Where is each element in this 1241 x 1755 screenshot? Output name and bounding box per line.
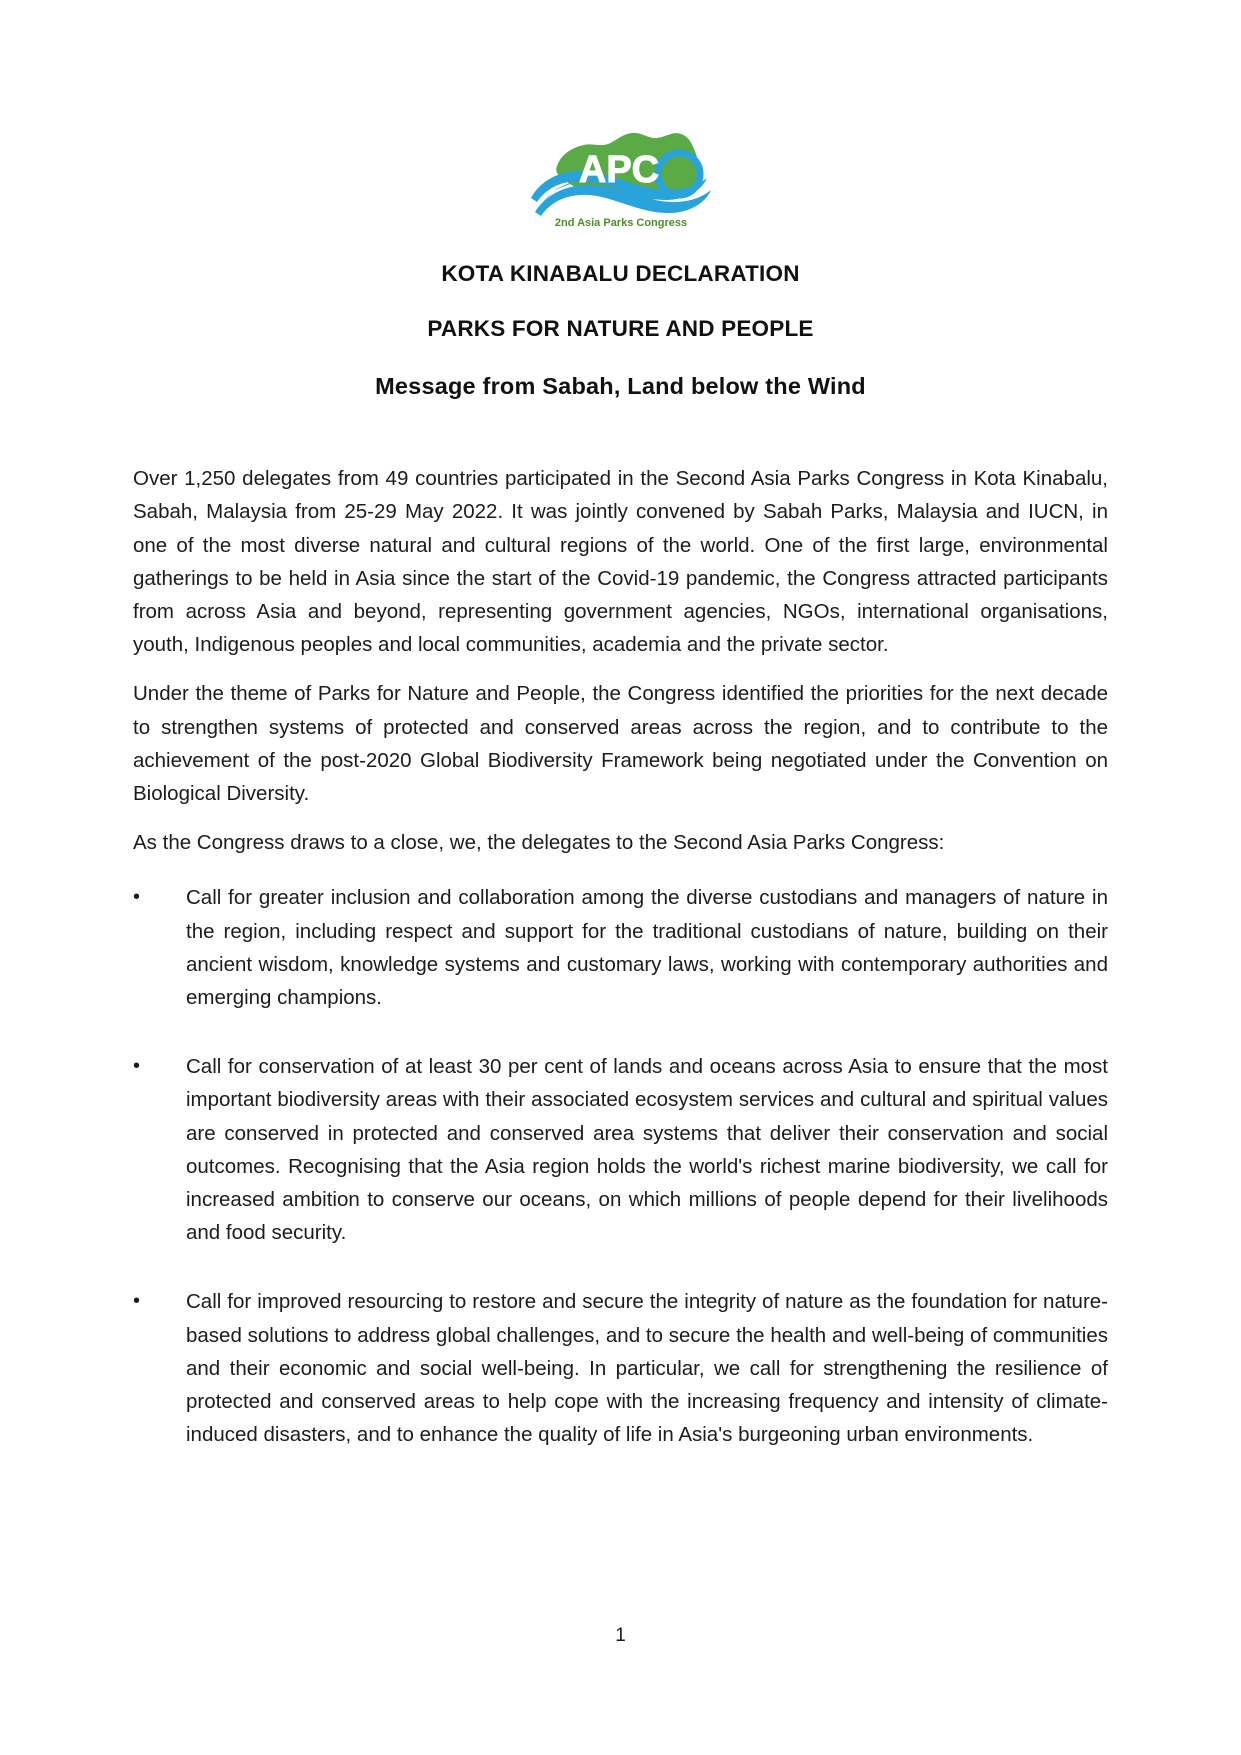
list-item-text: Call for improved resourcing to restore and secure the integrity of nature as the foundation for nature-based solutions to address global challenges, and to secure the health and well-being of communities and their economic and social well-being. In particular, we call for strengthening the resilience of protected and conserved areas to help cope with the increasing frequency and intensity of climate-induced disasters, and to enhance the quality of life in Asia's burgeoning urban environments.	[186, 1290, 1108, 1447]
bullet-icon: •	[133, 1055, 141, 1078]
declaration-subtitle: PARKS FOR NATURE AND PEOPLE	[427, 316, 814, 341]
list-item-text: Call for conservation of at least 30 per cent of lands and oceans across Asia to ensure that the most important biodiversity areas with their associated ecosystem services and cultural and spiritual values are conserved in protected and conserved area systems that deliver their conservation and social outcomes. Recognising that the Asia region holds the world's richest marine biodiversity, we call for increased ambition to conserve our oceans, on which millions of people depend for their livelihoods and food security.	[186, 1055, 1108, 1245]
paragraph-closing-lead: As the Congress draws to a close, we, the delegates to the Second Asia Parks Congress:	[133, 831, 945, 855]
logo-block	[133, 0, 1108, 232]
title-block	[133, 260, 1108, 400]
bullet-icon: •	[133, 886, 141, 909]
list-item	[133, 1285, 1108, 1451]
paragraph-theme: Under the theme of Parks for Nature and People, the Congress identified the priorities for the next decade to strengthen systems of protected and conserved areas across the region, and to contribute to the achievement of the post-2020 Global Biodiversity Framework being negotiated under the Convention on Biological Diversity.	[133, 682, 1108, 806]
paragraph-overview: Over 1,250 delegates from 49 countries participated in the Second Asia Parks Congress in Kota Kinabalu, Sabah, Malaysia from 25-29 May 2022. It was jointly convened by Sabah Parks, Malaysia and IUCN, in one of the most diverse natural and cultural regions of the world. One of the first large, environmental gatherings to be held in Asia since the start of the Covid-19 pandemic, the Congress attracted participants from across Asia and beyond, representing government agencies, NGOs, international organisations, youth, Indigenous peoples and local communities, academia and the private sector.	[133, 467, 1108, 657]
body-text	[133, 462, 1108, 1451]
declaration-bullet-list	[133, 881, 1108, 1451]
list-item-text: Call for greater inclusion and collaboration among the diverse custodians and managers of nature in the region, including respect and support for the traditional custodians of nature, building on their ancient wisdom, knowledge systems and customary laws, working with contemporary authorities and emerging champions.	[186, 886, 1108, 1010]
svg-text:APC: APC	[578, 149, 659, 191]
apc-logo	[521, 120, 721, 232]
list-item	[133, 881, 1108, 1014]
page-number: 1	[615, 1625, 626, 1646]
list-item	[133, 1050, 1108, 1249]
declaration-title: KOTA KINABALU DECLARATION	[441, 261, 800, 286]
bullet-icon: •	[133, 1290, 141, 1313]
svg-text:2nd Asia Parks Congress: 2nd Asia Parks Congress	[554, 217, 687, 229]
declaration-message-line: Message from Sabah, Land below the Wind	[375, 373, 866, 399]
